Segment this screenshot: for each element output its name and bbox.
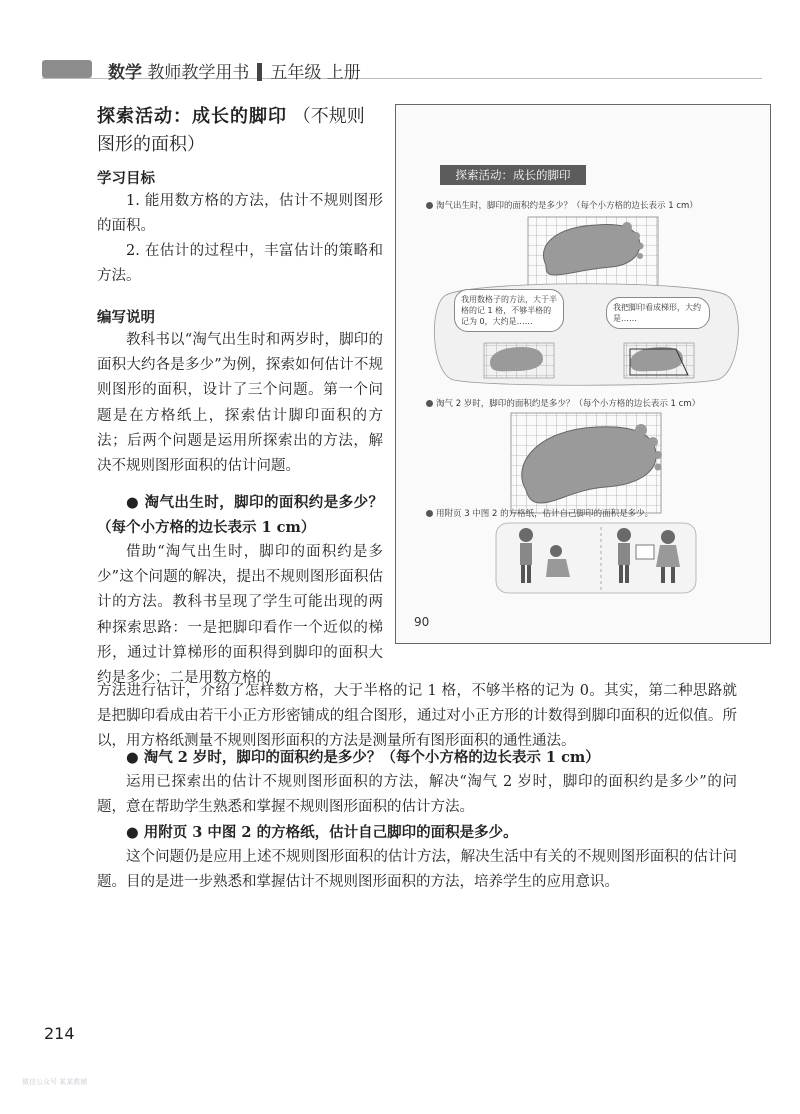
speech-bubble-trapezoid: 我把脚印看成梯形，大约是…… bbox=[606, 297, 710, 329]
header-grade: 五年级 上册 bbox=[270, 63, 361, 83]
textbook-q2: 淘气 2 岁时，脚印的面积约是多少？（每个小方格的边长表示 1 cm） bbox=[426, 397, 700, 409]
bullet-icon bbox=[426, 510, 433, 517]
textbook-banner: 探索活动：成长的脚印 bbox=[440, 165, 586, 185]
textbook-page-number: 90 bbox=[414, 615, 430, 629]
header-book: 教师教学用书 bbox=[147, 63, 250, 83]
textbook-q3: 用附页 3 中图 2 的方格纸，估计自己脚印的面积是多少。 bbox=[426, 507, 653, 519]
speech-bubble-counting: 我用数格子的方法，大于半格的记 1 格，不够半格的记为 0，大约是…… bbox=[454, 289, 564, 332]
bullet-icon bbox=[426, 400, 433, 407]
q2-heading: ● 淘气 2 岁时，脚印的面积约是多少？（每个小方格的边长表示 1 cm） bbox=[126, 749, 600, 766]
textbook-illustrations bbox=[396, 105, 770, 643]
textbook-q1: 淘气出生时，脚印的面积约是多少？（每个小方格的边长表示 1 cm） bbox=[426, 199, 698, 211]
section-title bbox=[97, 103, 387, 159]
q1-paragraph-full: 方法进行估计，介绍了怎样数方格，大于半格的记 1 格，不够半格的记为 0。其实，第二种思路就是把脚印看成由若干小正方形密铺成的组合图形，通过对小正方形的计数得到脚印面积的近似值。所以，用方格纸测量不规则图形面积的方法是测量所有图形面积的通性通法。 bbox=[97, 683, 737, 750]
q3-heading: ● 用附页 3 中图 2 的方格纸，估计自己脚印的面积是多少。 bbox=[126, 824, 518, 841]
page-number: 214 bbox=[44, 1024, 75, 1043]
q2-paragraph: 运用已探索出的估计不规则图形面积的方法，解决“淘气 2 岁时，脚印的面积约是多少”的问题，意在帮助学生熟悉和掌握不规则图形面积的估计方法。 bbox=[97, 774, 737, 816]
objective-item-1: 1. 能用数方格的方法，估计不规则图形的面积。 bbox=[97, 193, 383, 235]
q3-paragraph: 这个问题仍是应用上述不规则图形面积的估计方法，解决生活中有关的不规则图形面积的估计问题。目的是进一步熟悉和掌握估计不规则图形面积的方法，培养学生的应用意识。 bbox=[97, 849, 737, 891]
header-tab-decoration bbox=[42, 60, 92, 78]
children-illustration bbox=[496, 523, 696, 593]
notes-heading: 编写说明 bbox=[97, 310, 155, 326]
title-sub-2: 图形的面积） bbox=[97, 134, 205, 155]
footprint-grid-newborn bbox=[528, 217, 658, 287]
q1-heading: ● 淘气出生时，脚印的面积约是多少？（每个小方格的边长表示 1 cm） bbox=[97, 494, 383, 537]
header-separator bbox=[257, 63, 262, 81]
title-sub-1: （不规则 bbox=[292, 106, 365, 127]
header-subject: 数学 bbox=[108, 63, 142, 83]
footprint-grid-two-years bbox=[511, 413, 662, 513]
objective-item-2: 2. 在估计的过程中，丰富估计的策略和方法。 bbox=[97, 243, 383, 285]
footprint-grid-counting bbox=[484, 343, 554, 378]
notes-intro: 教科书以“淘气出生时和两岁时，脚印的面积大约各是多少”为例，探索如何估计不规则图形的面积，设计了三个问题。第一个问题是在方格纸上，探索估计脚印面积的方法；后两个问题是运用所探索出的方法，解决不规则图形面积的估计问题。 bbox=[97, 332, 383, 475]
watermark: 微信公众号 某某教辅 bbox=[22, 1078, 88, 1086]
objectives-heading: 学习目标 bbox=[97, 171, 155, 187]
running-header bbox=[108, 58, 361, 83]
q1-paragraph-left: 借助“淘气出生时，脚印的面积约是多少”这个问题的解决，提出不规则图形面积估计的方法。教科书呈现了学生可能出现的两种探索思路：一是把脚印看作一个近似的梯形，通过计算梯形的面积得到脚印的面积大约是多少；二是用数方格的 bbox=[97, 544, 383, 687]
textbook-page-figure bbox=[395, 104, 771, 644]
footprint-grid-trapezoid bbox=[624, 343, 694, 378]
title-main: 探索活动：成长的脚印 bbox=[97, 106, 287, 127]
